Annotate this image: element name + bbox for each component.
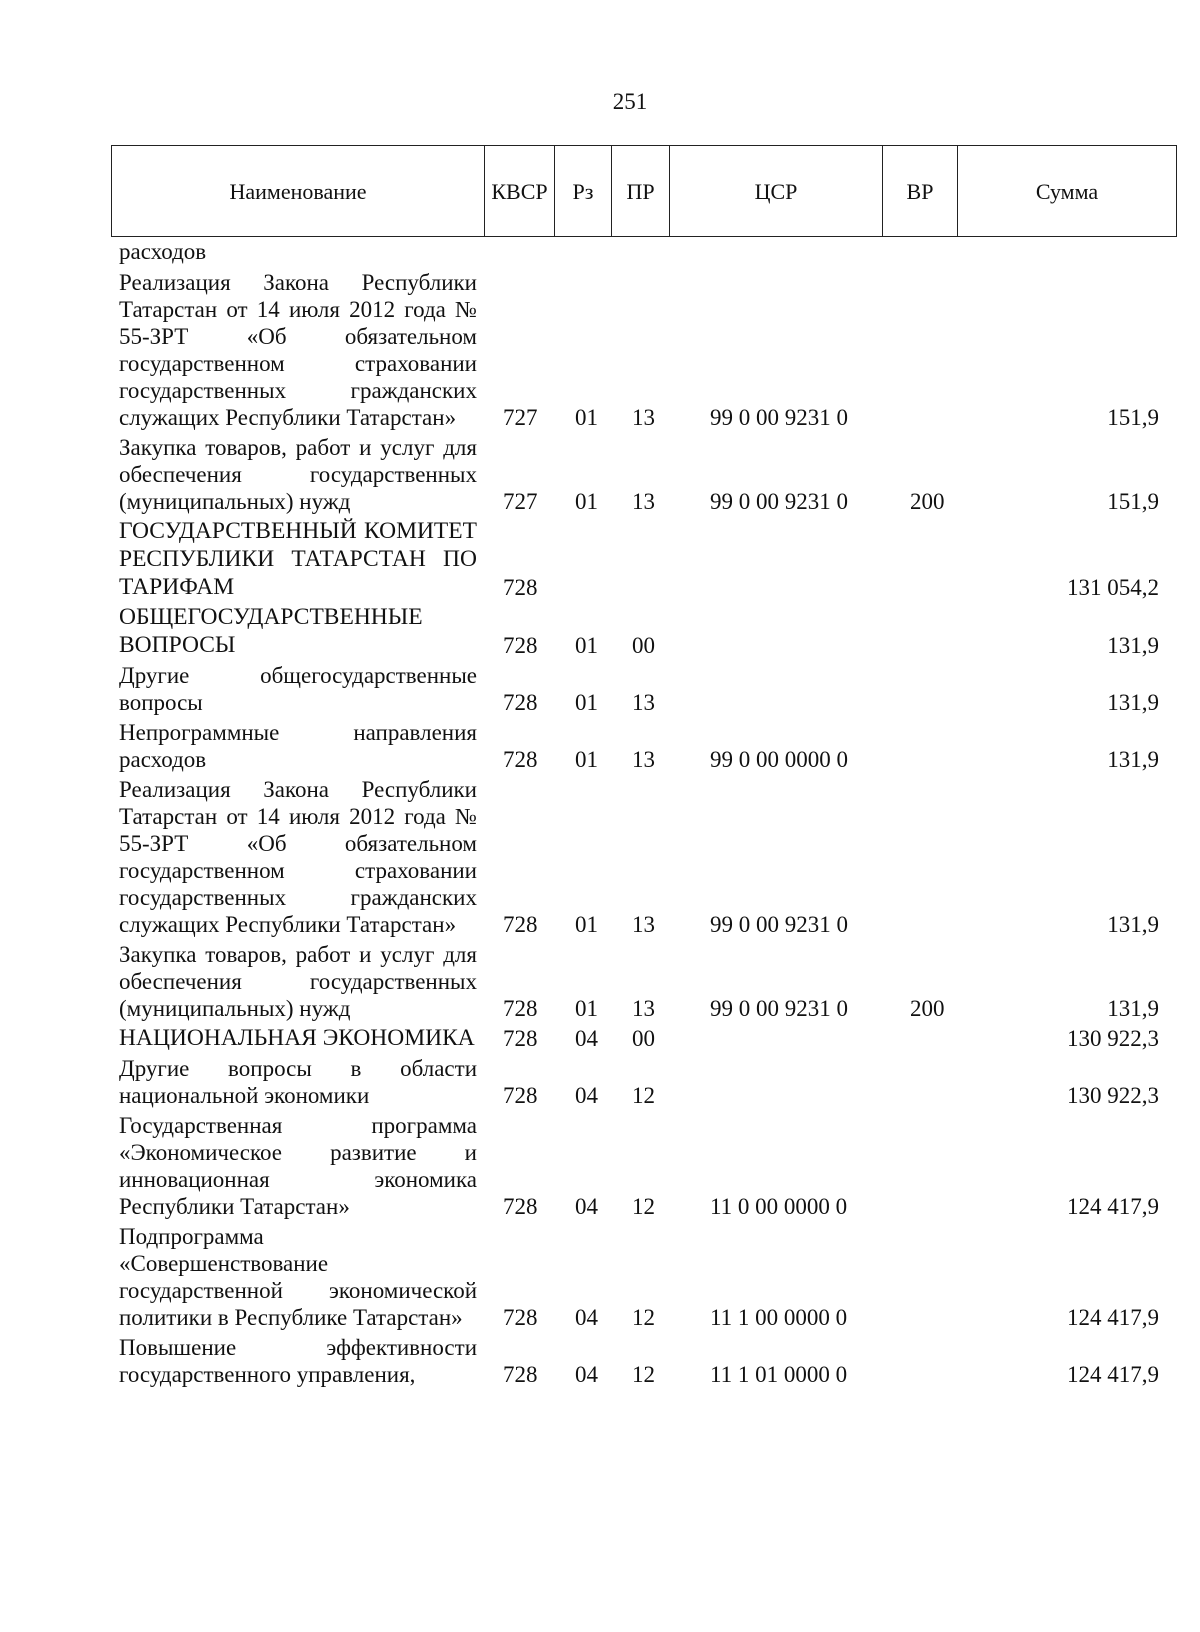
row-kvsr: 728: [503, 690, 538, 715]
table-row: [0, 1112, 1200, 1223]
row-kvsr: 728: [503, 1083, 538, 1108]
row-name: Другие общегосударственные вопросы: [119, 663, 477, 715]
header-csr: ЦСР: [670, 146, 883, 237]
row-name: НАЦИОНАЛЬНАЯ ЭКОНОМИКА: [119, 1025, 475, 1051]
table-row: [0, 1024, 1200, 1055]
table-row: [0, 719, 1200, 776]
row-pr: 12: [632, 1083, 655, 1108]
row-rz: 04: [575, 1305, 598, 1330]
header-vr: ВР: [883, 146, 958, 237]
header-rz: Рз: [555, 146, 612, 237]
row-pr: 13: [632, 690, 655, 715]
row-sum: 131,9: [1107, 747, 1159, 772]
table-row: [0, 434, 1200, 517]
row-pr: 13: [632, 996, 655, 1021]
row-rz: 01: [575, 489, 598, 514]
row-kvsr: 728: [503, 1305, 538, 1330]
row-csr: 99 0 00 9231 0: [710, 489, 848, 514]
row-pr: 12: [632, 1305, 655, 1330]
row-rz: 01: [575, 690, 598, 715]
row-kvsr: 727: [503, 489, 538, 514]
row-kvsr: 728: [503, 747, 538, 772]
row-csr: 11 1 00 0000 0: [710, 1305, 848, 1330]
table-row: [0, 1223, 1200, 1334]
row-sum: 131 054,2: [1067, 575, 1159, 600]
budget-rows: [0, 238, 1200, 1388]
row-name: Другие вопросы в области национальной экономики: [119, 1056, 477, 1108]
table-row: [0, 776, 1200, 941]
row-pr: 13: [632, 912, 655, 937]
row-kvsr: 728: [503, 1362, 538, 1387]
header-kvsr: КВСР: [485, 146, 555, 237]
row-rz: 01: [575, 912, 598, 937]
row-pr: 13: [632, 747, 655, 772]
row-name: ГОСУДАРСТВЕННЫЙ КОМИТЕТ РЕСПУБЛИКИ ТАТАРСТАН ПО ТАРИФАМ: [119, 518, 477, 600]
row-sum: 124 417,9: [1067, 1194, 1159, 1219]
row-name: Реализация Закона Республики Татарстан от 14 июля 2012 года № 55-ЗРТ «Об обязательном государственном страховании государственных гражданских служащих Республики Татарстан»: [119, 270, 477, 430]
row-kvsr: 728: [503, 575, 538, 600]
row-pr: 12: [632, 1362, 655, 1387]
table-header: [111, 145, 1177, 237]
row-csr: 11 0 00 0000 0: [710, 1194, 848, 1219]
row-sum: 151,9: [1107, 405, 1159, 430]
table-row: [0, 662, 1200, 719]
row-sum: 124 417,9: [1067, 1305, 1159, 1330]
row-rz: 04: [575, 1083, 598, 1108]
row-name: Подпрограмма «Совершенствование государственной экономической политики в Республике Татарстан»: [119, 1224, 477, 1330]
row-csr: 11 1 01 0000 0: [710, 1362, 848, 1387]
row-name: Реализация Закона Республики Татарстан от 14 июля 2012 года № 55-ЗРТ «Об обязательном государственном страховании государственных гражданских служащих Республики Татарстан»: [119, 777, 477, 937]
row-sum: 130 922,3: [1067, 1083, 1159, 1108]
row-sum: 124 417,9: [1067, 1362, 1159, 1387]
row-sum: 131,9: [1107, 912, 1159, 937]
row-sum: 130 922,3: [1067, 1026, 1159, 1051]
page-number: 251: [612, 89, 648, 114]
header-sum: Сумма: [958, 146, 1177, 237]
row-rz: 01: [575, 633, 598, 658]
row-pr: 00: [632, 633, 655, 658]
row-sum: 151,9: [1107, 489, 1159, 514]
table-row: [0, 238, 1200, 269]
table-row: [0, 517, 1200, 603]
row-pr: 12: [632, 1194, 655, 1219]
row-vr: 200: [910, 996, 945, 1021]
table-row: [0, 941, 1200, 1024]
row-kvsr: 728: [503, 912, 538, 937]
row-kvsr: 728: [503, 996, 538, 1021]
row-rz: 04: [575, 1194, 598, 1219]
row-rz: 01: [575, 996, 598, 1021]
row-rz: 04: [575, 1026, 598, 1051]
row-csr: 99 0 00 9231 0: [710, 405, 848, 430]
row-rz: 01: [575, 405, 598, 430]
row-rz: 01: [575, 747, 598, 772]
row-kvsr: 727: [503, 405, 538, 430]
header-pr: ПР: [612, 146, 670, 237]
row-name: Непрограммные направления расходов: [119, 720, 477, 772]
row-name: Повышение эффективности государственного управления,: [119, 1335, 477, 1387]
table-row: [0, 603, 1200, 662]
row-name: Закупка товаров, работ и услуг для обеспечения государственных (муниципальных) нужд: [119, 942, 477, 1021]
row-kvsr: 728: [503, 1194, 538, 1219]
row-name: Закупка товаров, работ и услуг для обеспечения государственных (муниципальных) нужд: [119, 435, 477, 514]
table-row: [0, 1334, 1200, 1388]
row-sum: 131,9: [1107, 633, 1159, 658]
row-sum: 131,9: [1107, 996, 1159, 1021]
row-rz: 04: [575, 1362, 598, 1387]
row-sum: 131,9: [1107, 690, 1159, 715]
row-csr: 99 0 00 9231 0: [710, 912, 848, 937]
row-csr: 99 0 00 9231 0: [710, 996, 848, 1021]
row-kvsr: 728: [503, 633, 538, 658]
row-kvsr: 728: [503, 1026, 538, 1051]
row-name: ОБЩЕГОСУДАРСТВЕННЫЕ ВОПРОСЫ: [119, 604, 423, 658]
row-name: расходов: [119, 239, 207, 264]
row-csr: 99 0 00 0000 0: [710, 747, 848, 772]
table-row: [0, 1055, 1200, 1112]
row-name: Государственная программа «Экономическое развитие и инновационная экономика Республики Татарстан»: [119, 1113, 477, 1219]
header-name: Наименование: [112, 146, 485, 237]
row-pr: 13: [632, 405, 655, 430]
table-row: [0, 269, 1200, 434]
row-pr: 13: [632, 489, 655, 514]
row-pr: 00: [632, 1026, 655, 1051]
row-vr: 200: [910, 489, 945, 514]
